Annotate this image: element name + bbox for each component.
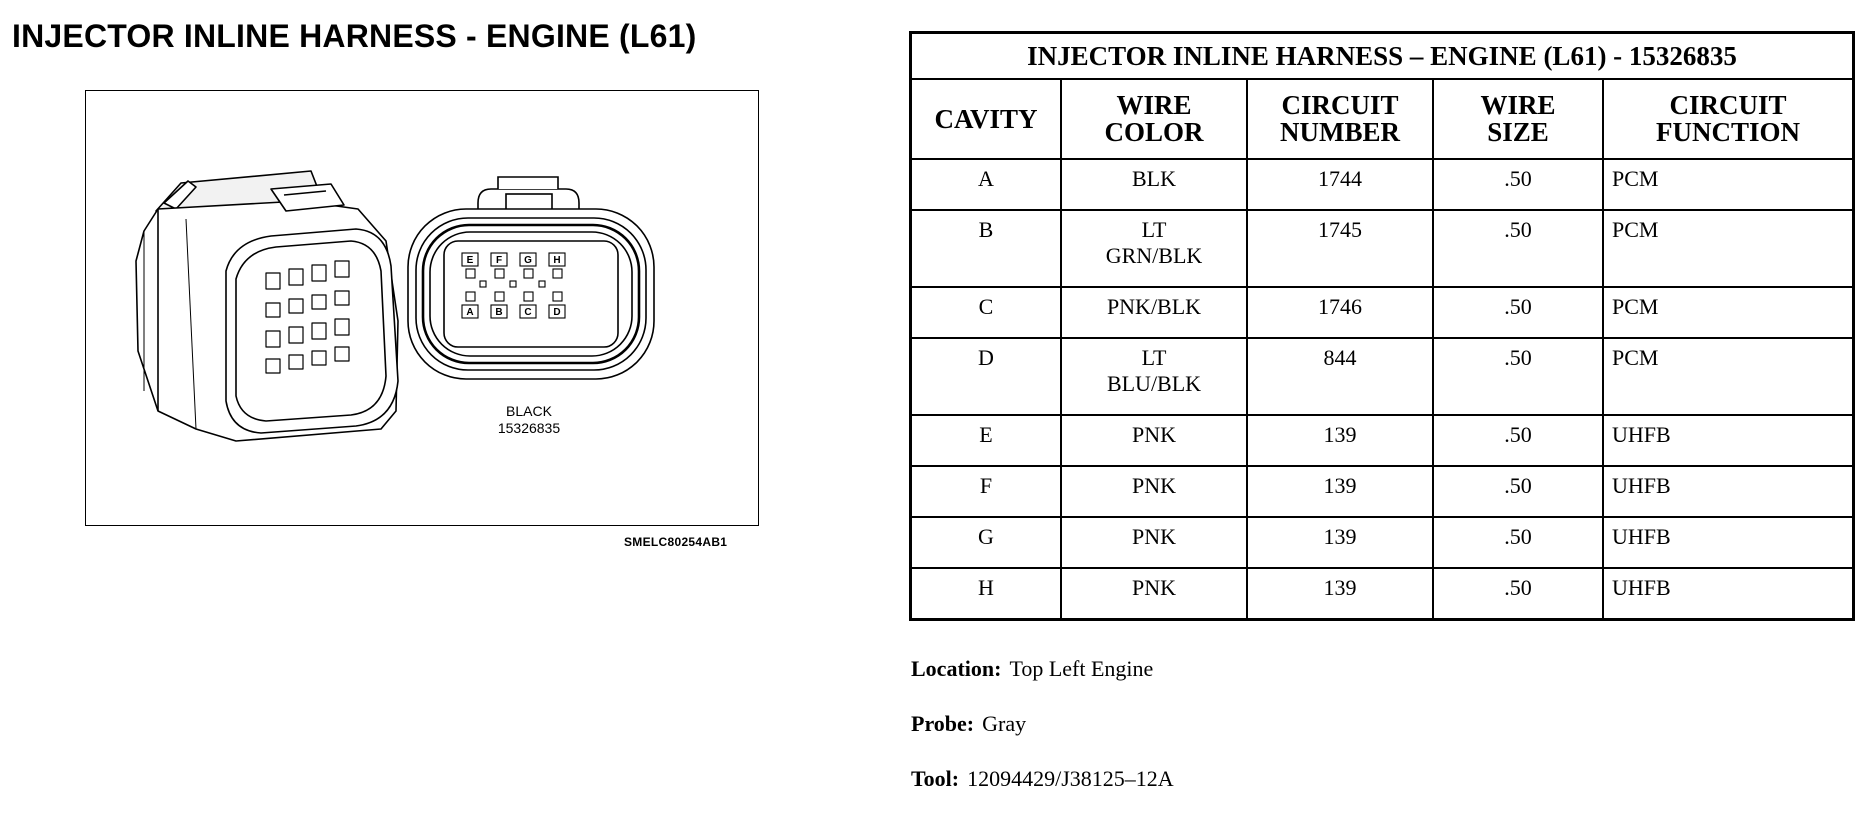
connector-face-view (408, 177, 654, 379)
circuit-function-cell: UHFB (1603, 568, 1854, 620)
wire-size-cell: .50 (1433, 568, 1603, 620)
cavity-cell: H (911, 568, 1062, 620)
wire-size-cell: .50 (1433, 210, 1603, 287)
wire-size-cell: .50 (1433, 466, 1603, 517)
table-row (911, 159, 1854, 210)
header-cavity: CAVITY (911, 79, 1062, 159)
probe-label: Probe: (911, 711, 975, 736)
wire-color-cell: PNK (1061, 517, 1247, 568)
circuit-number-cell: 139 (1247, 568, 1433, 620)
circuit-number-cell: 844 (1247, 338, 1433, 415)
pin-label-a: A (466, 307, 474, 318)
pin-label-d: D (553, 307, 561, 318)
pin-label-f: F (495, 255, 503, 266)
circuit-number-cell: 139 (1247, 466, 1433, 517)
header-circuit-number: CIRCUIT NUMBER (1247, 79, 1433, 159)
cavity-cell: G (911, 517, 1062, 568)
table-row (911, 287, 1854, 338)
wire-size-cell: .50 (1433, 517, 1603, 568)
cavity-cell: B (911, 210, 1062, 287)
tool-value: 12094429/J38125–12A (967, 766, 1174, 791)
wire-size-cell: .50 (1433, 287, 1603, 338)
table-row (911, 517, 1854, 568)
table-row (911, 210, 1854, 287)
circuit-number-cell: 1745 (1247, 210, 1433, 287)
table-row (911, 568, 1854, 620)
figure-code: SMELC80254AB1 (624, 535, 728, 549)
cavity-cell: D (911, 338, 1062, 415)
location-value: Top Left Engine (1009, 656, 1154, 681)
connector-illustration (86, 91, 758, 525)
pinout-table (909, 31, 1855, 621)
table-row (911, 415, 1854, 466)
table-caption: INJECTOR INLINE HARNESS – ENGINE (L61) - 15326835 (911, 33, 1854, 80)
wire-size-cell: .50 (1433, 415, 1603, 466)
header-circuit-function: CIRCUIT FUNCTION (1603, 79, 1854, 159)
circuit-number-cell: 1746 (1247, 287, 1433, 338)
location-line (911, 656, 1153, 682)
connector-part-number: 15326835 (497, 420, 561, 436)
cavity-cell: F (911, 466, 1062, 517)
circuit-function-cell: PCM (1603, 159, 1854, 210)
table-row (911, 466, 1854, 517)
pin-label-c: C (524, 307, 532, 318)
circuit-number-cell: 1744 (1247, 159, 1433, 210)
table-header-row (911, 79, 1854, 159)
wire-size-cell: .50 (1433, 159, 1603, 210)
table-row (911, 338, 1854, 415)
connector-color-label: BLACK (506, 403, 552, 419)
circuit-function-cell: PCM (1603, 287, 1854, 338)
tool-line (911, 766, 1174, 792)
probe-value: Gray (982, 711, 1027, 736)
wire-color-cell: PNK (1061, 568, 1247, 620)
location-label: Location: (911, 656, 1002, 681)
connector-side-view (136, 171, 398, 441)
wire-color-cell: LT BLU/BLK (1061, 338, 1247, 415)
wire-color-cell: LT GRN/BLK (1061, 210, 1247, 287)
wire-color-cell: BLK (1061, 159, 1247, 210)
circuit-function-cell: UHFB (1603, 415, 1854, 466)
wire-color-cell: PNK/BLK (1061, 287, 1247, 338)
connector-figure (85, 90, 759, 526)
pin-label-g: G (524, 255, 532, 266)
cavity-cell: C (911, 287, 1062, 338)
circuit-function-cell: UHFB (1603, 517, 1854, 568)
header-wire-size: WIRE SIZE (1433, 79, 1603, 159)
pin-label-e: E (466, 255, 474, 266)
wire-size-cell: .50 (1433, 338, 1603, 415)
circuit-function-cell: UHFB (1603, 466, 1854, 517)
cavity-cell: A (911, 159, 1062, 210)
pin-label-b: B (495, 307, 503, 318)
tool-label: Tool: (911, 766, 960, 791)
cavity-cell: E (911, 415, 1062, 466)
header-wire-color: WIRE COLOR (1061, 79, 1247, 159)
circuit-number-cell: 139 (1247, 415, 1433, 466)
page-title: INJECTOR INLINE HARNESS - ENGINE (L61) (12, 18, 697, 54)
probe-line (911, 711, 1026, 737)
pin-label-h: H (553, 255, 561, 266)
wire-color-cell: PNK (1061, 466, 1247, 517)
circuit-function-cell: PCM (1603, 338, 1854, 415)
circuit-number-cell: 139 (1247, 517, 1433, 568)
wire-color-cell: PNK (1061, 415, 1247, 466)
circuit-function-cell: PCM (1603, 210, 1854, 287)
